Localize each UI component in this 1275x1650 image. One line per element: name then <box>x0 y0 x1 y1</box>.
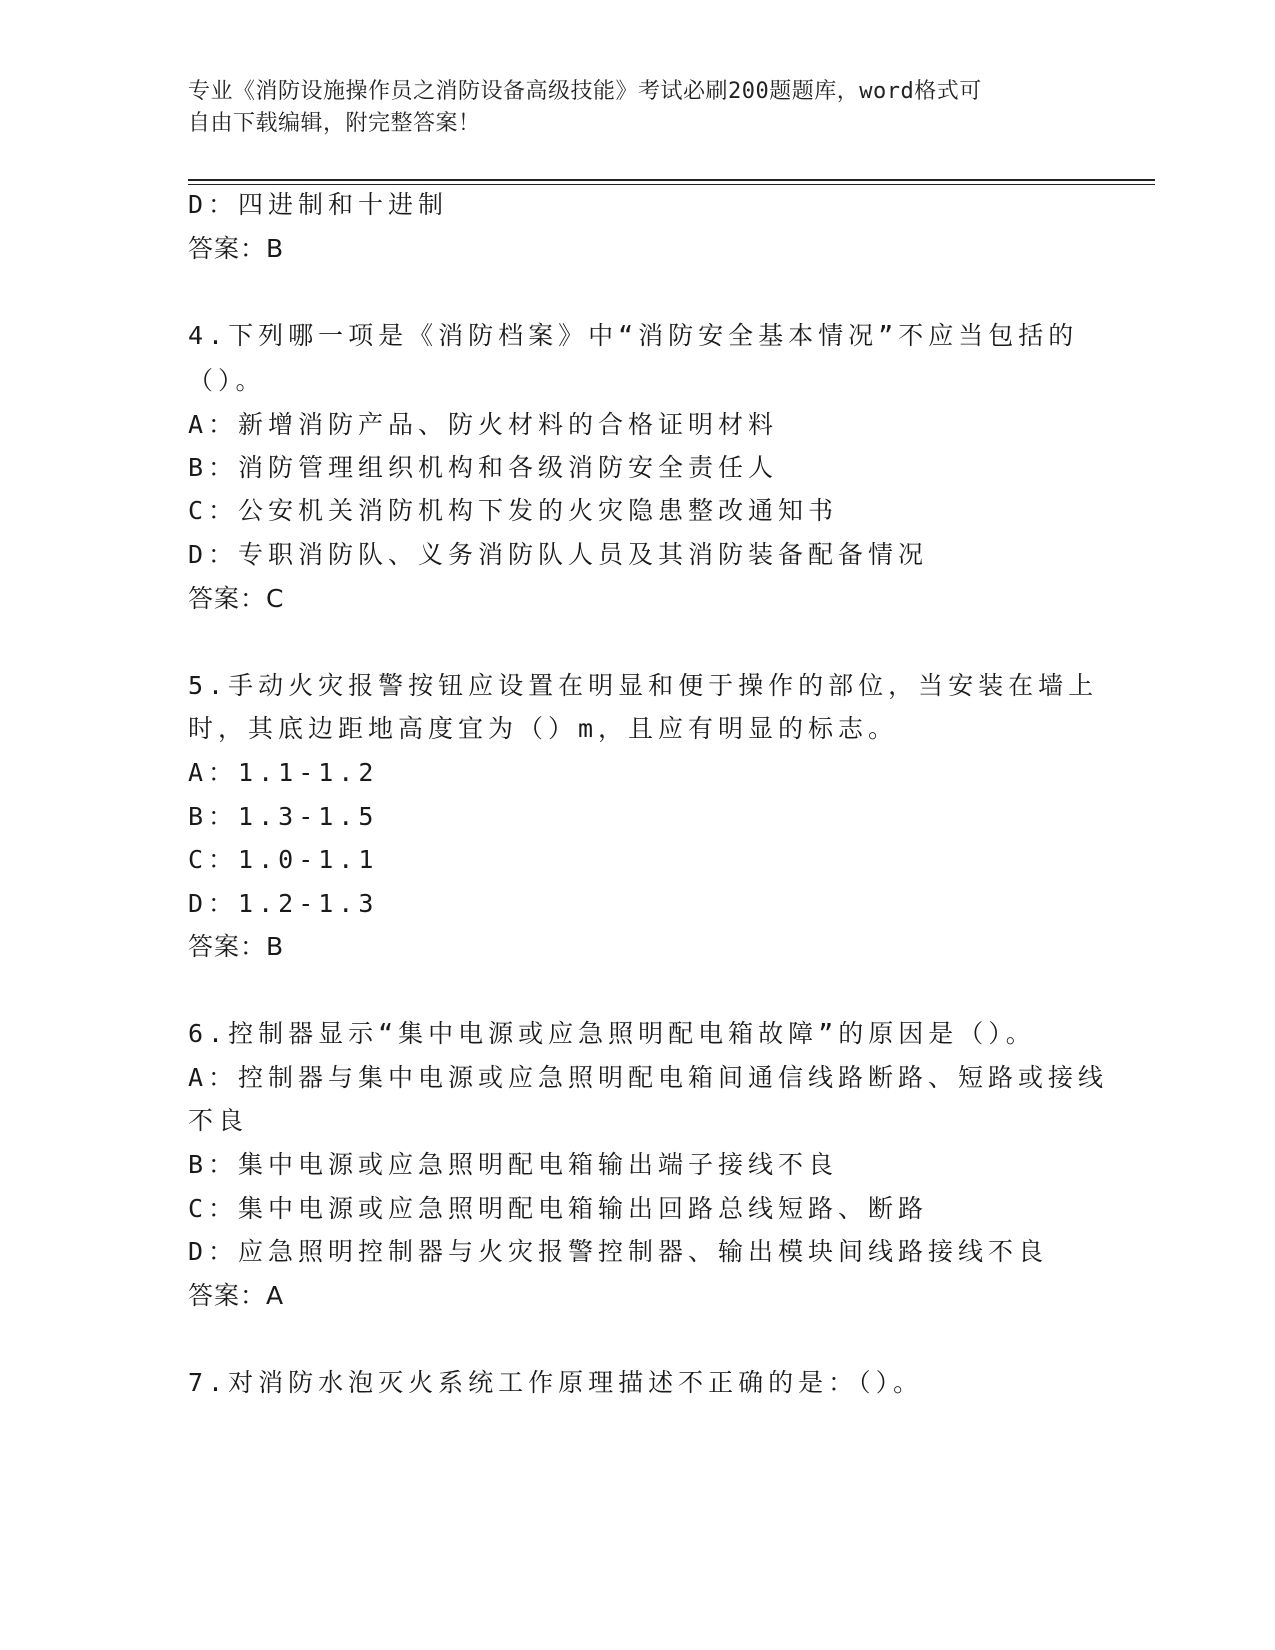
answer-line: 答案：C <box>188 584 285 613</box>
option-c: C：公安机关消防机构下发的火灾隐患整改通知书 <box>188 496 839 525</box>
question-stem: 6.控制器显示“集中电源或应急照明配电箱故障”的原因是（）。 <box>188 1019 1036 1048</box>
option-a: A：控制器与集中电源或应急照明配电箱间通信线路断路、短路或接线 <box>188 1063 1109 1092</box>
option-a-continued: 不良 <box>188 1106 249 1135</box>
header-line: 自由下载编辑，附完整答案！ <box>188 111 481 136</box>
header-divider <box>188 179 1155 181</box>
question-stem: 5.手动火灾报警按钮应设置在明显和便于操作的部位，当安装在墙上 <box>188 671 1099 700</box>
option-a: A：1.1-1.2 <box>188 758 379 787</box>
question-stem: 4.下列哪一项是《消防档案》中“消防安全基本情况”不应当包括的 <box>188 321 1079 350</box>
option-c: C：1.0-1.1 <box>188 845 379 874</box>
option-d: D：四进制和十进制 <box>188 190 449 219</box>
header-line: 专业《消防设施操作员之消防设备高级技能》考试必刷200题题库，word格式可 <box>188 79 982 104</box>
answer-line: 答案：A <box>188 1281 285 1310</box>
question-stem: （）。 <box>188 366 266 395</box>
answer-line: 答案：B <box>188 234 285 263</box>
page-header <box>188 76 1088 140</box>
question-stem: 时，其底边距地高度宜为（）m，且应有明显的标志。 <box>188 714 899 743</box>
option-d: D：1.2-1.3 <box>188 889 379 918</box>
answer-line: 答案：B <box>188 932 285 961</box>
option-c: C：集中电源或应急照明配电箱输出回路总线短路、断路 <box>188 1194 929 1223</box>
option-d: D：应急照明控制器与火灾报警控制器、输出模块间线路接线不良 <box>188 1237 1049 1266</box>
option-a: A：新增消防产品、防火材料的合格证明材料 <box>188 410 779 439</box>
option-b: B：消防管理组织机构和各级消防安全责任人 <box>188 453 779 482</box>
option-b: B：1.3-1.5 <box>188 802 379 831</box>
option-d: D：专职消防队、义务消防队人员及其消防装备配备情况 <box>188 540 929 569</box>
option-b: B：集中电源或应急照明配电箱输出端子接线不良 <box>188 1150 839 1179</box>
question-stem: 7.对消防水泡灭火系统工作原理描述不正确的是：（）。 <box>188 1368 924 1397</box>
